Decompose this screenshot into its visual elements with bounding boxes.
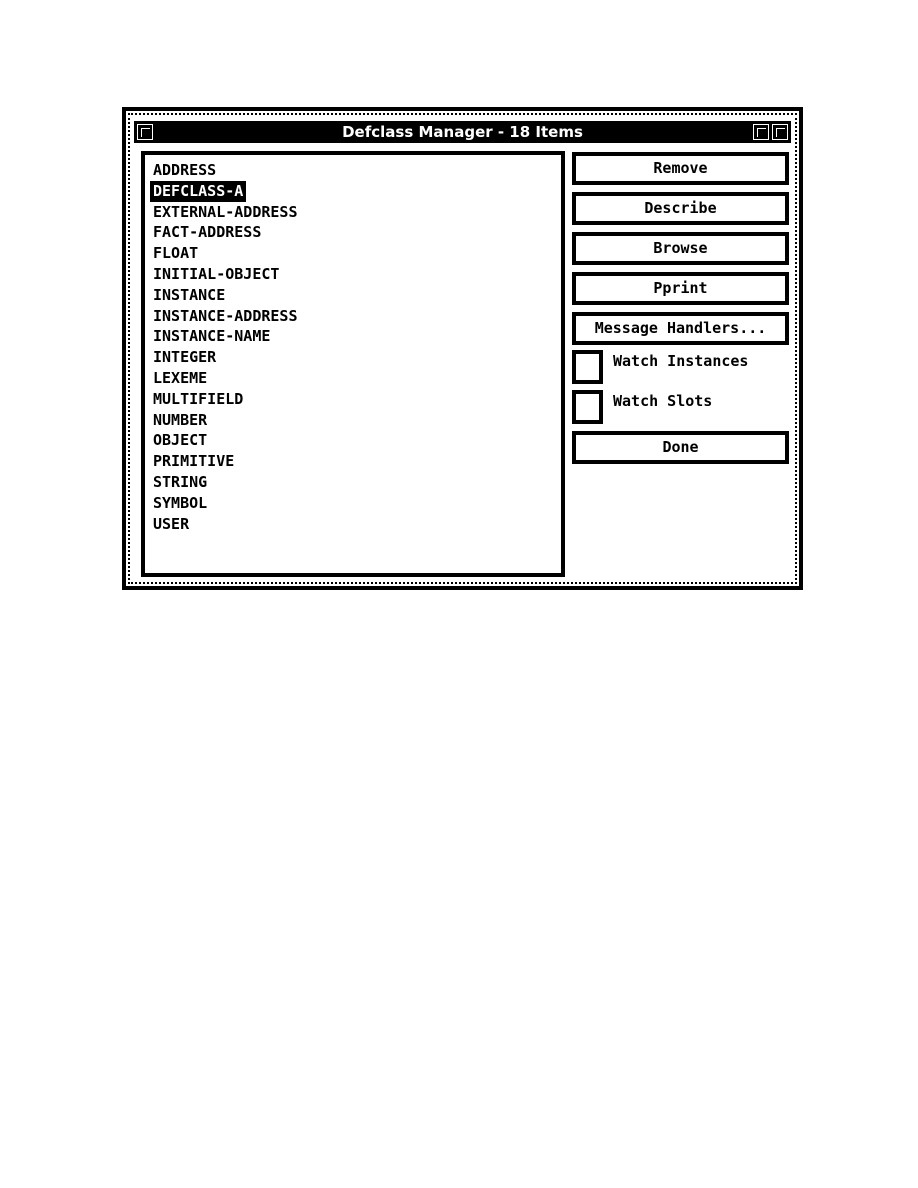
- list-item-lexeme[interactable]: LEXEME: [153, 368, 208, 387]
- done-button[interactable]: Done: [572, 431, 789, 464]
- list-item-instance-address[interactable]: INSTANCE-ADDRESS: [153, 306, 298, 325]
- list-item-object[interactable]: OBJECT: [153, 431, 208, 450]
- pprint-button[interactable]: Pprint: [572, 272, 789, 305]
- list-item-symbol[interactable]: SYMBOL: [153, 493, 208, 512]
- maximize-icon[interactable]: [772, 124, 788, 140]
- list-item-fact-address[interactable]: FACT-ADDRESS: [153, 223, 262, 242]
- watch-instances-checkbox[interactable]: [572, 350, 603, 384]
- watch-slots-checkbox[interactable]: [572, 390, 603, 424]
- list-item-user[interactable]: USER: [153, 514, 190, 533]
- list-item-external-address[interactable]: EXTERNAL-ADDRESS: [153, 202, 298, 221]
- defclass-manager-window: [122, 107, 803, 590]
- window-title: Defclass Manager - 18 Items: [342, 123, 583, 141]
- list-item-string[interactable]: STRING: [153, 472, 208, 491]
- minimize-icon[interactable]: [753, 124, 769, 140]
- list-item-instance[interactable]: INSTANCE: [153, 285, 226, 304]
- list-item-multifield[interactable]: MULTIFIELD: [153, 389, 244, 408]
- list-item-instance-name[interactable]: INSTANCE-NAME: [153, 327, 271, 346]
- browse-button[interactable]: Browse: [572, 232, 789, 265]
- list-item-number[interactable]: NUMBER: [153, 410, 208, 429]
- remove-button[interactable]: Remove: [572, 152, 789, 185]
- list-item-float[interactable]: FLOAT: [153, 244, 199, 263]
- message-handlers-button[interactable]: Message Handlers...: [572, 312, 789, 345]
- watch-instances-label: Watch Instances: [613, 352, 749, 370]
- list-item-primitive[interactable]: PRIMITIVE: [153, 452, 235, 471]
- list-item-integer[interactable]: INTEGER: [153, 348, 217, 367]
- class-list[interactable]: [141, 151, 565, 577]
- title-bar[interactable]: [134, 121, 791, 143]
- watch-slots-toggle[interactable]: [572, 390, 792, 424]
- describe-button[interactable]: Describe: [572, 192, 789, 225]
- list-item-defclass-a[interactable]: DEFCLASS-A: [150, 181, 246, 202]
- watch-slots-label: Watch Slots: [613, 392, 713, 410]
- watch-instances-toggle[interactable]: [572, 350, 792, 384]
- list-item-address[interactable]: ADDRESS: [153, 161, 217, 179]
- list-item-initial-object[interactable]: INITIAL-OBJECT: [153, 264, 280, 283]
